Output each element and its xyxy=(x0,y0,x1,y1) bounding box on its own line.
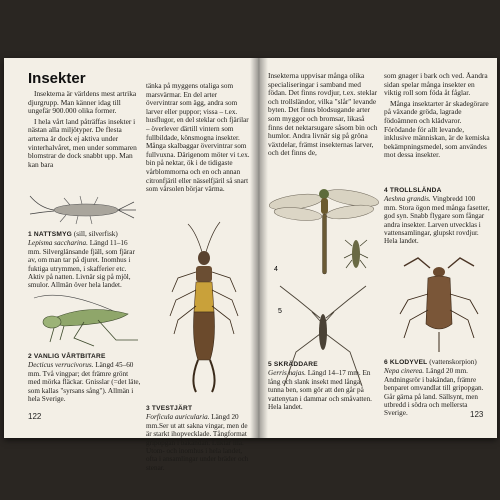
entry-description: Längd 14–17 mm. En lång och slank insekt med långa, tunna ben, som gör att den går på vattenytan i dammar och småvatten. Hela landet. xyxy=(268,369,372,412)
intro-paragraph: tänka på myggens otaliga som marsvärmar. En del arter övervintrar som ägg, andra som larver eller puppor; vissa – t.ex. husflugor, en del steklar och fjärilar – överlever därtill vintern som fullbildade, könsmogna insekter. Många skalbaggar övervintrar som fullvuxna. Därigenom möter vi t.ex. bin på nektar, ök i de tidigaste vårblommorna och en och annan citronfjäril eller nässelfjäril så snart som vårsolen börjar värma. xyxy=(146,82,250,194)
body-paragraph: som gnager i bark och ved. Åandra sidan spelar många insekter en viktig roll som föda åt fåglar. xyxy=(384,71,488,98)
page-number: 122 xyxy=(28,412,42,421)
illustration-label: 5 xyxy=(278,308,282,315)
entry-latin-name: Gerris najas. xyxy=(268,369,306,378)
entry-latin-name: Lepisma saccharina. xyxy=(28,239,88,248)
water-scorpion-illustration xyxy=(394,254,484,354)
intro-paragraph: Insekterna är världens mest artrika djurgrupp. Man känner idag till ungefär 900.000 olika former. xyxy=(28,89,137,116)
entry-description: Längd 11–16 mm. Silverglänsande fjäll, som fjärar av, om man tar på djuret. Inomhus i fuktiga utrymmen, i skafferier etc. Aktiv på natten. Livnär sig på mjöl, smulor. Allmän över hela landet. xyxy=(28,239,135,290)
entry-description: Vingbredd 100 mm. Stora ögon med många fasetter, god syn. Snabb flygare som fångar andra insekter. Larven utvecklas i vattensamlingar, glupskt rovdjur. Hela landet. xyxy=(384,195,490,246)
entry-tvestjart xyxy=(146,404,252,472)
entry-description: Längd 20 mm. Andningsrör i bakändan, främre benparet omvandlat till gripорgan. Går gärna på land. Sällsynt, men utbredd i södra och mellersta Sverige. xyxy=(384,367,484,418)
body-paragraph: Insekterna uppvisar många olika specialiseringar i samband med födan. Det finns rovdjur, t.ex. steklar och trollsländor, vilka "slår" levande byten. Det finns blodsugande arter som myggor och bromsar, likaså finns det nektarsugare såsom bin och humlor. Andra livnär sig på gröna växtdelar, främst insekternas larver, och det finns de, xyxy=(268,71,378,158)
dragonfly-larva-illustration xyxy=(344,232,368,276)
body-paragraph: Många insektarter är skadegörare på växande gröda, lagrade födoämnen och klädvaror. Förödande för allt levande, inklusive människan, är de kemiska bekämpningsmedel, som användes mot dessa insekter. xyxy=(384,98,490,160)
entry-heading: 4 TROLLSLÄNDA xyxy=(384,187,442,194)
entry-klodyvel xyxy=(384,358,490,418)
entry-latin-name: Aeshna grandis. xyxy=(384,195,431,204)
right-column-2 xyxy=(384,72,490,162)
entry-heading: 1 NATTSMYG xyxy=(28,231,73,238)
entry-alt-name: (sill, silverfisk) xyxy=(72,230,118,238)
entry-latin-name: Nepa cinerea. xyxy=(384,367,425,376)
entry-vartbitare xyxy=(28,352,142,403)
bush-cricket-illustration xyxy=(24,288,142,348)
entry-description: Längd 45–60 mm. Två vingpar; det främre grönt med mörka fläckar. Gnisslar (=det läte, som kallas "syrsans sång"). Allmän i hela Sverige. xyxy=(28,361,141,404)
entry-heading: 3 TVESTJÄRT xyxy=(146,405,193,412)
left-page xyxy=(18,62,250,472)
intro-column-2 xyxy=(146,82,250,196)
entry-heading: 2 VANLIG VÅRTBITARE xyxy=(28,353,106,360)
page-number: 123 xyxy=(470,410,484,419)
silverfish-illustration xyxy=(26,188,138,228)
entry-trollslanda xyxy=(384,186,490,246)
entry-latin-name: Decticus verrucivorus. xyxy=(28,361,94,370)
entry-nattsmyg xyxy=(28,230,142,290)
intro-paragraph: I hela vårt land påträffas insekter i nästan alla miljötyper. De flesta arterna är dock ej aktiva under vinterhalvåret, men under sommaren blomstrar de dock snabbt upp. Man kan bara xyxy=(28,116,137,169)
entry-latin-name: Forficula auricularia. xyxy=(146,413,210,422)
right-page xyxy=(268,62,490,432)
illustration-label: 4 xyxy=(274,266,278,273)
entry-heading: 6 KLODYVEL xyxy=(384,359,428,366)
intro-column-1 xyxy=(28,90,140,171)
entry-skraddare xyxy=(268,360,378,411)
earwig-illustration xyxy=(168,222,240,398)
entry-heading: 5 SKRÄDDARE xyxy=(268,361,318,368)
entry-description: Längd 20 mm.Ser ut att sakna vingar, men de är starkt ihopvecklade. Tångformat gripорgan i bakändan. Luktar illa. Utom- och inomhus i hela landet, ofta i ansamlingar under bräder och stenar. xyxy=(146,413,249,472)
right-column-1 xyxy=(268,72,378,160)
book-gutter xyxy=(250,58,268,438)
page-title: Insekter xyxy=(28,70,86,87)
entry-alt-name: (vattenskorpion) xyxy=(427,358,477,366)
